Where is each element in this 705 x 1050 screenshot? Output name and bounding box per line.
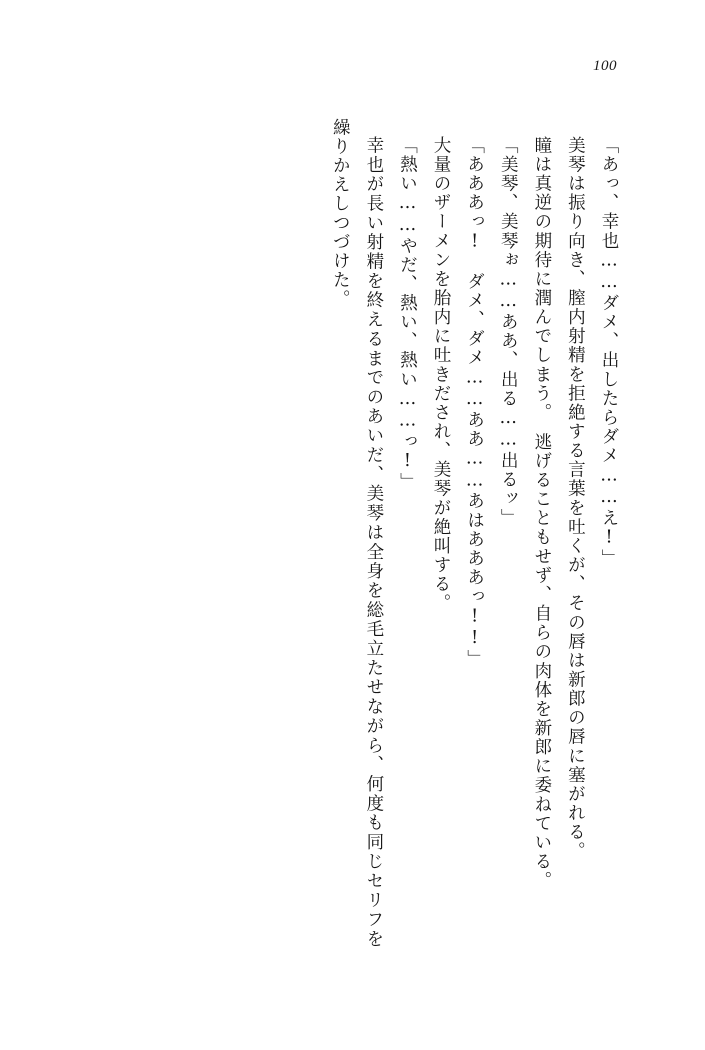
paragraph: 「熱い……やだ、熱い、熱い……っ!」 — [397, 135, 418, 492]
paragraph: 大量のザーメンを胎内に吐きだされ、美琴が絶叫する。 — [431, 135, 452, 613]
paragraph: 「美琴、美琴ぉ……ああ、出る……出るッ」 — [498, 135, 519, 527]
paragraph: 「あっ、幸也……ダメ、出したらダメ……え!」 — [599, 135, 619, 568]
paragraph: 「あああっ! ダメ、ダメ……ああ……あはあああっ!!」 — [464, 135, 485, 669]
paragraph: 美琴は振り向き、膣内射精を拒絶する言葉を吐くが、その唇は新郎の唇に塞がれる。 — [565, 135, 586, 861]
paragraph: 幸也が長い射精を終えるまでのあいだ、美琴は全身を総毛立たせながら、何度も同じセリフを繰りかえしつづけた。 — [330, 118, 384, 948]
page-number: 100 — [593, 58, 617, 74]
body-text — [205, 118, 625, 948]
paragraph: 瞳は真逆の期待に潤んでしまう。 逃げることもせず、自らの肉体を新郎に委ねている。 — [531, 135, 552, 890]
